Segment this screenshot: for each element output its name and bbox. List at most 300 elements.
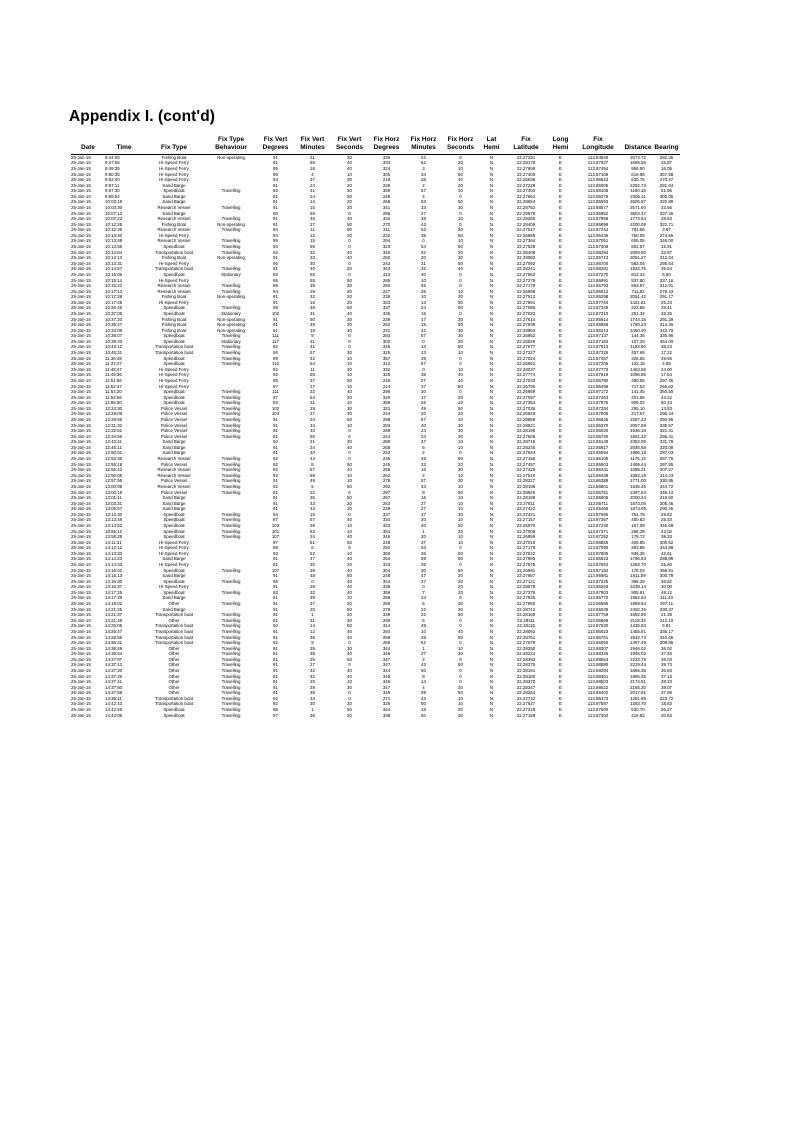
table-cell: 15	[421, 311, 426, 316]
table-cell: 113.87137	[587, 333, 609, 339]
table-cell: 113.86331	[587, 467, 609, 473]
table-cell: 218	[382, 177, 391, 183]
table-cell: 26	[310, 656, 315, 662]
table-cell: 259	[382, 595, 391, 601]
table-cell: Speedboat	[163, 712, 185, 718]
table-cell: 22.28347	[516, 684, 536, 690]
table-cell: N	[489, 495, 494, 501]
table-cell: 262	[382, 322, 391, 328]
table-cell: 113.88108	[587, 188, 609, 194]
table-cell: 9:47:55	[105, 160, 120, 166]
table-cell: 20	[458, 249, 463, 255]
table-cell: 113.87530	[587, 623, 609, 629]
table-cell: 10	[421, 277, 426, 283]
table-cell: 30	[421, 389, 426, 395]
table-cell: N	[489, 199, 494, 205]
table-cell: 50	[347, 539, 352, 545]
table-cell: Travelling	[221, 461, 241, 467]
table-cell: Speedboat	[163, 589, 185, 595]
table-cell: E	[559, 623, 562, 629]
table-cell: E	[559, 690, 562, 696]
table-cell: Sand Barge	[162, 573, 186, 579]
table-cell: N	[489, 221, 494, 227]
table-cell: 27	[421, 506, 426, 512]
table-cell: N	[489, 483, 494, 489]
table-cell: 91	[273, 193, 278, 199]
table-cell: N	[489, 361, 494, 367]
table-cell: 36	[310, 495, 315, 501]
table-cell: Travelling	[221, 389, 241, 395]
table-cell: 35	[310, 651, 315, 657]
table-cell: 113.85681	[587, 573, 609, 579]
table-cell: 92	[273, 456, 278, 462]
table-cell: Non-operating	[217, 294, 245, 300]
table-cell: 14:37:07	[105, 656, 123, 662]
table-cell: 1251.95	[630, 695, 646, 701]
table-cell: 11:37:27	[105, 361, 122, 367]
table-cell: 25-Jan-15	[71, 327, 91, 333]
table-cell: 336.17	[659, 628, 674, 634]
table-cell: 30	[421, 567, 426, 573]
table-cell: 312.34	[659, 255, 674, 261]
table-cell: N	[489, 216, 494, 222]
table-cell: 1771.00	[630, 478, 646, 484]
table-cell: E	[559, 634, 562, 640]
table-cell: 30	[458, 511, 463, 517]
table-cell: 0	[459, 545, 462, 551]
table-cell: Sand Barge	[162, 444, 186, 450]
table-cell: 36.83	[661, 668, 672, 673]
table-cell: Travelling	[221, 528, 241, 534]
table-cell: 10	[458, 539, 463, 545]
table-cell: E	[559, 695, 562, 701]
table-cell: Stationary	[221, 271, 241, 277]
table-cell: 356.51	[659, 567, 674, 573]
table-cell: N	[489, 668, 494, 673]
table-cell: Non-operating	[217, 327, 245, 333]
table-cell: 22.27179	[516, 283, 536, 289]
table-cell: 24	[421, 428, 426, 434]
table-cell: 43	[421, 695, 426, 701]
table-cell: N	[489, 210, 494, 216]
table-cell: 38	[421, 216, 426, 222]
table-cell: 48	[310, 573, 315, 579]
table-cell: 54	[310, 394, 315, 400]
table-cell: 30.84	[661, 712, 672, 718]
table-cell: 9:59:54	[105, 193, 120, 199]
table-cell: Sand Barge	[162, 182, 186, 188]
table-cell: N	[489, 612, 494, 618]
table-cell: 91	[273, 656, 278, 662]
table-cell: 2091.42	[630, 294, 646, 300]
table-cell: E	[559, 188, 562, 194]
table-cell: 239	[382, 294, 391, 300]
table-cell: Police Vessel	[160, 461, 188, 467]
table-cell: 51.95	[661, 188, 672, 194]
table-cell: N	[489, 428, 494, 434]
table-cell: 93	[273, 400, 278, 406]
table-cell: N	[489, 188, 494, 194]
table-cell: 25-Jan-15	[71, 567, 91, 573]
table-cell: 344	[382, 668, 391, 673]
table-cell: 3	[422, 165, 425, 171]
table-cell: 22.27950	[516, 601, 536, 607]
table-cell: Travelling	[221, 472, 241, 478]
table-cell: N	[489, 439, 494, 445]
table-cell: 1796.93	[630, 556, 646, 562]
table-cell: Other	[168, 656, 180, 662]
table-cell: Travelling	[221, 266, 241, 272]
header-cell-bottom: Hemi	[479, 144, 504, 154]
table-cell: 334	[382, 160, 391, 166]
table-cell: 50	[347, 623, 352, 629]
table-cell: 50	[347, 227, 352, 233]
table-cell: Speedboat	[163, 394, 185, 400]
fix-data-table	[71, 136, 680, 718]
table-cell: 1936.18	[630, 428, 646, 434]
table-cell: 22.27925	[516, 595, 536, 601]
table-cell: 94	[273, 232, 278, 238]
table-cell: N	[489, 506, 494, 512]
table-cell: 39	[310, 567, 315, 573]
table-cell: 10	[458, 416, 463, 422]
table-cell: 10:39:47	[105, 322, 123, 328]
table-cell: 0	[459, 673, 462, 679]
table-cell: 50	[458, 550, 463, 556]
table-cell: 37.46	[661, 651, 672, 657]
table-cell: Travelling	[221, 645, 241, 651]
table-cell: 22.27522	[516, 550, 536, 556]
table-cell: 10:17:45	[105, 299, 123, 305]
table-cell: 97	[273, 539, 278, 545]
table-cell: 22.26991	[516, 567, 536, 573]
table-cell: Travelling	[221, 662, 241, 668]
table-cell: 35.54	[661, 266, 672, 272]
table-cell: 20	[347, 612, 352, 618]
table-cell: 20	[458, 707, 463, 713]
table-cell: Sand Barge	[162, 199, 186, 205]
table-cell: 22.27939	[516, 322, 536, 328]
table-cell: 2	[422, 450, 425, 456]
table-cell: 25-Jan-15	[71, 601, 91, 607]
table-cell: 113.86060	[587, 640, 609, 646]
table-cell: 30	[458, 467, 463, 473]
table-cell: 95	[273, 377, 278, 383]
header-cell-top: Lat	[486, 136, 497, 143]
table-cell: 25-Jan-15	[71, 299, 91, 305]
table-cell: 0	[348, 433, 351, 439]
table-cell: Other	[168, 668, 180, 673]
table-cell: Travelling	[221, 695, 241, 701]
table-cell: 15	[310, 205, 315, 211]
table-cell: 30	[347, 405, 352, 411]
table-cell: 25-Jan-15	[71, 528, 91, 534]
table-cell: 1873.05	[630, 500, 646, 506]
table-cell: N	[489, 556, 494, 562]
table-cell: Travelling	[221, 517, 241, 523]
table-cell: Other	[168, 617, 180, 623]
table-cell: 25-Jan-15	[71, 673, 91, 679]
table-cell: 113.86498	[587, 383, 609, 389]
table-cell: 113.87927	[587, 160, 609, 166]
table-cell: 30	[458, 227, 463, 233]
table-cell: 1	[311, 612, 314, 618]
table-cell: 29	[310, 679, 315, 685]
table-cell: 20	[347, 701, 352, 707]
table-cell: 10	[347, 422, 352, 428]
table-cell: 22.28092	[516, 628, 536, 634]
table-cell: 50	[458, 690, 463, 696]
table-cell: Travelling	[221, 433, 241, 439]
table-cell: 15	[421, 322, 426, 328]
table-cell: 2233.78	[630, 656, 646, 662]
table-cell: 280	[382, 439, 391, 445]
table-cell: 292	[382, 545, 391, 551]
table-cell: Speedboat	[163, 244, 185, 250]
table-cell: 13:05:57	[105, 506, 123, 512]
table-cell: 40	[347, 444, 352, 450]
table-cell: 25-Jan-15	[71, 628, 91, 634]
table-cell: 113.88577	[587, 205, 609, 211]
table-cell: 113.87597	[587, 701, 609, 707]
table-cell: 22.28712	[516, 606, 536, 612]
table-cell: E	[559, 517, 562, 523]
table-cell: N	[489, 355, 494, 361]
table-cell: 30	[458, 651, 463, 657]
table-cell: 10:37:05	[105, 311, 123, 316]
table-cell: 113.85005	[587, 182, 609, 188]
table-cell: E	[559, 562, 562, 568]
table-cell: 0	[459, 640, 462, 646]
table-cell: 113.87500	[587, 707, 609, 713]
table-cell: 33.56	[661, 205, 672, 211]
table-cell: N	[489, 344, 494, 350]
table-cell: 9:49:35	[105, 165, 120, 171]
table-cell: 45	[421, 456, 426, 462]
table-cell: Police Vessel	[160, 489, 188, 495]
table-cell: 2571.60	[630, 205, 646, 211]
table-cell: 22.28393	[516, 656, 536, 662]
table-cell: 22.28250	[516, 645, 536, 651]
table-cell: Travelling	[221, 416, 241, 422]
table-cell: 10	[347, 550, 352, 556]
table-cell: 25-Jan-15	[71, 684, 91, 690]
table-cell: 55	[310, 433, 315, 439]
table-cell: 323	[382, 522, 391, 528]
table-cell: 255.10	[631, 405, 645, 411]
table-cell: 25-Jan-15	[71, 333, 91, 339]
table-cell: E	[559, 299, 562, 305]
table-cell: 357	[382, 355, 391, 361]
table-cell: 13	[421, 344, 426, 350]
table-cell: 10:37:20	[105, 316, 123, 322]
table-cell: 25-Jan-15	[71, 707, 91, 713]
table-cell: Non-operating	[217, 255, 245, 261]
table-cell: 11:51:56	[105, 377, 122, 383]
table-cell: 30	[347, 154, 352, 160]
table-cell: 57	[421, 416, 426, 422]
table-cell: 49	[310, 322, 315, 328]
table-cell: 50	[458, 305, 463, 311]
table-cell: 92	[273, 695, 278, 701]
table-cell: 344	[382, 707, 391, 713]
table-cell: 22.27364	[516, 238, 536, 244]
table-cell: 22.27927	[516, 701, 536, 707]
table-cell: 37	[310, 601, 315, 607]
table-cell: E	[559, 305, 562, 311]
table-cell: 288.99	[659, 556, 674, 562]
table-cell: 113.86105	[587, 456, 609, 462]
table-cell: 90	[273, 210, 278, 216]
table-cell: 312.10	[659, 617, 674, 623]
table-cell: 92	[273, 344, 278, 350]
table-cell: N	[489, 322, 494, 328]
table-cell: 0	[422, 338, 425, 344]
table-cell: N	[489, 205, 494, 211]
table-cell: N	[489, 601, 494, 607]
table-cell: E	[559, 322, 562, 328]
table-cell: 338	[382, 712, 391, 718]
table-cell: 50	[458, 232, 463, 238]
table-cell: 91	[273, 601, 278, 607]
table-cell: 14:12:12	[105, 545, 123, 551]
table-cell: 10	[458, 506, 463, 512]
table-cell: 57	[310, 350, 315, 356]
header-cell-top: Fix Type	[218, 136, 244, 143]
table-cell: 92	[273, 461, 278, 467]
table-cell: 21	[310, 439, 315, 445]
table-cell: 1942.73	[630, 634, 646, 640]
table-cell: 781.56	[631, 227, 645, 233]
table-cell: Travelling	[221, 673, 241, 679]
table-cell: 20	[347, 232, 352, 238]
table-cell: 113.85668	[587, 617, 609, 623]
table-cell: 0	[348, 695, 351, 701]
table-cell: Sand Barge	[162, 439, 186, 445]
table-cell: 55	[310, 277, 315, 283]
table-cell: 39	[421, 232, 426, 238]
table-cell: 37	[421, 511, 426, 517]
table-cell: 344	[382, 578, 391, 584]
header-cell-top: Long	[552, 136, 569, 143]
table-cell: Transportation boat	[155, 701, 193, 707]
table-cell: 10	[458, 701, 463, 707]
table-cell: 25-Jan-15	[71, 489, 91, 495]
table-cell: 11:54:56	[105, 394, 122, 400]
table-cell: 38.33	[661, 534, 672, 540]
table-cell: 278.43	[659, 288, 674, 294]
table-cell: Transportation boat	[155, 350, 193, 356]
table-cell: 25-Jan-15	[71, 444, 91, 450]
table-cell: 14:37:13	[105, 662, 123, 668]
table-cell: 297.46	[659, 377, 674, 383]
table-cell: 22.28260	[516, 216, 536, 222]
table-cell: 42	[310, 668, 315, 673]
table-cell: Hi-Speed Ferry	[159, 539, 189, 545]
table-cell: Other	[168, 673, 180, 679]
table-cell: 30	[347, 411, 352, 417]
table-cell: E	[559, 344, 562, 350]
table-cell: 25-Jan-15	[71, 589, 91, 595]
table-cell: Other	[168, 645, 180, 651]
header-cell-bottom: Seconds	[442, 144, 479, 154]
table-cell: 11:49:36	[105, 372, 122, 378]
table-cell: 37	[421, 383, 426, 389]
table-cell: 14:16:13	[105, 573, 123, 579]
table-cell: 291.29	[659, 316, 674, 322]
table-cell: 50	[421, 701, 426, 707]
table-cell: 50	[458, 344, 463, 350]
table-cell: 14:28:55	[105, 634, 123, 640]
table-cell: 40	[347, 517, 352, 523]
table-cell: 10	[347, 679, 352, 685]
table-cell: 14:37:50	[105, 684, 123, 690]
table-cell: Police Vessel	[160, 411, 188, 417]
table-cell: 22.28083	[516, 255, 536, 261]
table-cell: 14:37:58	[105, 690, 123, 696]
table-cell: 2017.81	[630, 690, 646, 696]
table-cell: 12:31:32	[105, 422, 123, 428]
table-cell: 32	[310, 389, 315, 395]
table-cell: 91	[273, 662, 278, 668]
table-cell: 97	[273, 383, 278, 389]
table-cell: 91	[273, 673, 278, 679]
table-cell: 26	[421, 400, 426, 406]
table-cell: 711.82	[631, 288, 645, 294]
table-cell: 537.80	[631, 277, 645, 283]
table-cell: 2046.58	[630, 444, 646, 450]
table-cell: 25-Jan-15	[71, 651, 91, 657]
table-cell: Hi-Speed Ferry	[159, 160, 189, 166]
table-cell: E	[559, 701, 562, 707]
table-cell: 30	[458, 606, 463, 612]
table-cell: E	[559, 238, 562, 244]
table-cell: 113.85713	[587, 255, 609, 261]
table-cell: 57	[421, 361, 426, 367]
table-cell: 22.28370	[516, 679, 536, 685]
table-cell: 10:14:31	[105, 260, 123, 266]
table-cell: N	[489, 394, 494, 400]
table-cell: 0	[348, 662, 351, 668]
table-cell: 10	[458, 495, 463, 501]
table-cell: 10:34:09	[105, 327, 123, 333]
table-cell: 27	[421, 651, 426, 657]
table-cell: 5	[422, 444, 425, 450]
table-cell: 113.87457	[587, 355, 609, 361]
table-cell: 40	[310, 266, 315, 272]
table-cell: 49	[310, 478, 315, 484]
table-cell: 113.85905	[587, 495, 609, 501]
table-cell: 22.28926	[516, 489, 536, 495]
table-cell: 563.87	[631, 283, 645, 289]
table-cell: 2450.00	[630, 327, 646, 333]
table-cell: 48	[310, 216, 315, 222]
table-cell: N	[489, 651, 494, 657]
table-cell: 25-Jan-15	[71, 277, 91, 283]
table-cell: 91	[273, 489, 278, 495]
table-cell: 91	[273, 628, 278, 634]
table-cell: Travelling	[221, 701, 241, 707]
table-cell: 1665.55	[630, 160, 646, 166]
table-cell: 1283.70	[630, 562, 646, 568]
table-cell: 42.61	[661, 550, 672, 556]
table-cell: 22.27528	[516, 244, 536, 250]
table-cell: 43.02	[661, 528, 672, 534]
table-cell: 10	[458, 500, 463, 506]
table-cell: 1922.76	[630, 266, 646, 272]
table-cell: E	[559, 405, 562, 411]
table-cell: 25-Jan-15	[71, 656, 91, 662]
